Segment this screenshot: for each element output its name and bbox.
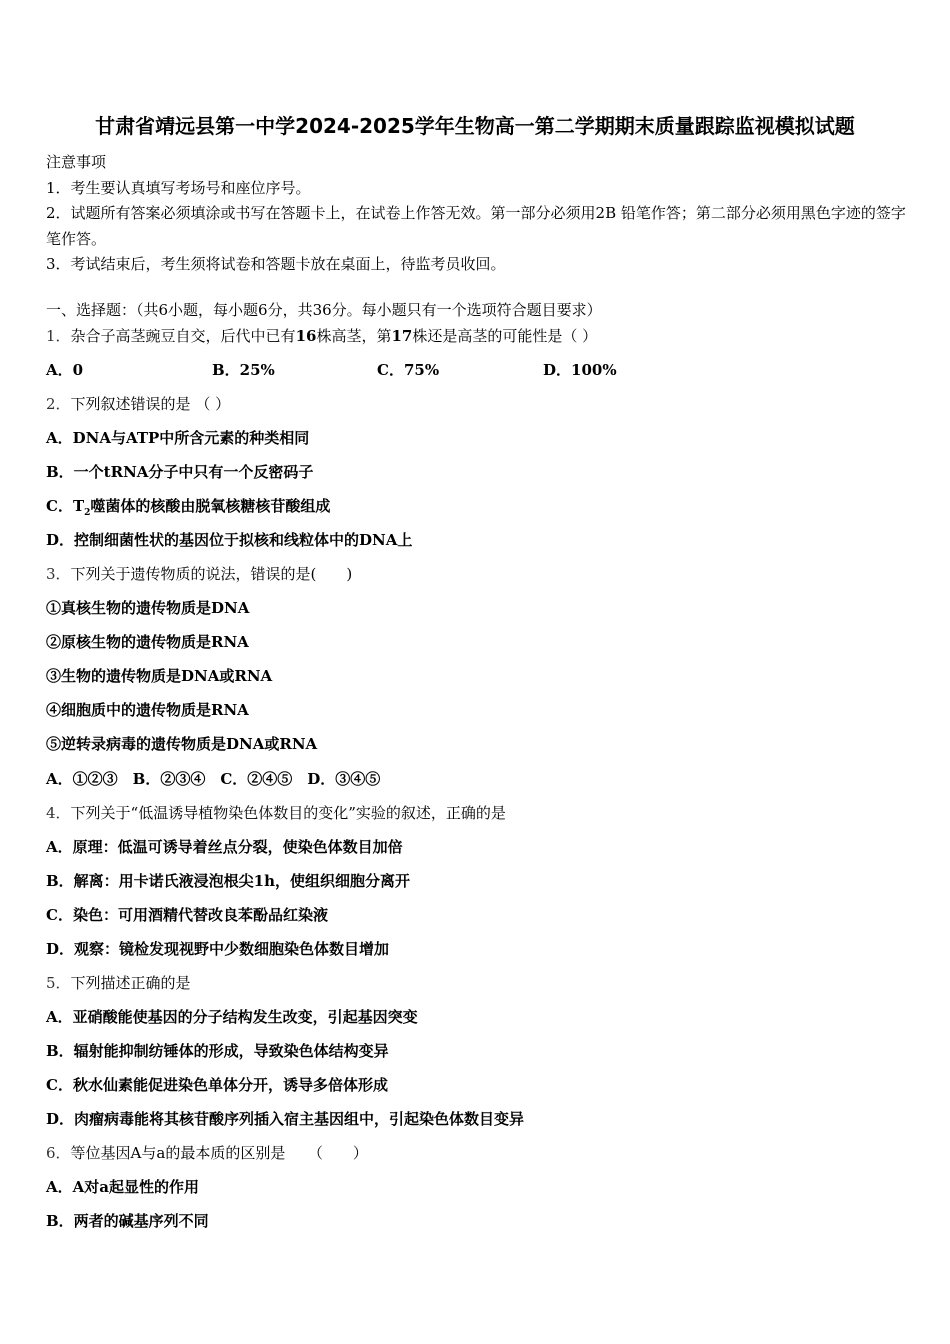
statement-item: ②原核生物的遗传物质是RNA: [46, 633, 249, 651]
question-3-options: A．①②③ B．②③④ C．②④⑤ D．③④⑤: [46, 770, 381, 788]
option-a: A．原理：低温可诱导着丝点分裂，使染色体数目加倍: [46, 838, 403, 856]
question-2-stem: 2．下列叙述错误的是 （ ）: [46, 395, 231, 413]
question-5-stem: 5．下列描述正确的是: [46, 974, 191, 992]
option-c: C．$T_2$噬菌体的核酸由脱氧核糖核苷酸组成: [46, 497, 331, 518]
option-b: B．25%: [212, 361, 275, 379]
question-number: 3．: [46, 565, 71, 583]
section-heading: 一、选择题：（共6小题，每小题6分，共36分。每小题只有一个选项符合题目要求）: [46, 301, 602, 319]
statement-item: ③生物的遗传物质是DNA或RNA: [46, 667, 273, 685]
option-b: B．辐射能抑制纺锤体的形成，导致染色体结构变异: [46, 1042, 389, 1060]
option-c: C．染色：可用酒精代替改良苯酚品红染液: [46, 906, 328, 924]
option-d: D．观察：镜检发现视野中少数细胞染色体数目增加: [46, 940, 390, 958]
question-6-stem: 6．等位基因A与a的最本质的区别是 （ ）: [46, 1144, 368, 1162]
question-number: 4．: [46, 804, 71, 822]
statement-item: ④细胞质中的遗传物质是RNA: [46, 701, 249, 719]
question-number: 1．: [46, 327, 71, 345]
option-d: D．肉瘤病毒能将其核苷酸序列插入宿主基因组中，引起染色体数目变异: [46, 1110, 525, 1128]
notice-heading: 注意事项: [46, 153, 107, 171]
notice-block: [46, 150, 906, 278]
statement-item: ①真核生物的遗传物质是DNA: [46, 599, 250, 617]
option-b: B．解离：用卡诺氏液浸泡根尖1h，使组织细胞分离开: [46, 872, 411, 890]
notice-item: 3．考试结束后，考生须将试卷和答题卡放在桌面上，待监考员收回。: [46, 255, 506, 273]
page-title: 甘肃省靖远县第一中学2024-2025学年生物高一第二学期期末质量跟踪监视模拟试题: [95, 114, 855, 138]
option-c: C．75%: [377, 361, 440, 379]
option-d: D．控制细菌性状的基因位于拟核和线粒体中的DNA上: [46, 531, 413, 549]
question-number: 6．: [46, 1144, 71, 1162]
option-a: A．A对a起显性的作用: [46, 1178, 199, 1196]
question-3-stem: 3．下列关于遗传物质的说法，错误的是( ): [46, 565, 353, 583]
question-number: 2．: [46, 395, 71, 413]
option-a: A．0: [46, 361, 84, 379]
notice-item: 1．考生要认真填写考场号和座位序号。: [46, 178, 311, 197]
option-a: A．亚硝酸能使基因的分子结构发生改变，引起基因突变: [46, 1008, 418, 1026]
option-b: B．一个tRNA分子中只有一个反密码子: [46, 463, 314, 481]
question-number: 5．: [46, 974, 71, 992]
option-d: D．100%: [543, 361, 617, 379]
question-1-stem: 1．杂合子高茎豌豆自交，后代中已有16株高茎，第17株还是高茎的可能性是（ ）: [46, 327, 598, 345]
question-4-stem: 4．下列关于“低温诱导植物染色体数目的变化”实验的叙述，正确的是: [46, 804, 506, 822]
option-b: B．两者的碱基序列不同: [46, 1212, 209, 1230]
option-a: A．DNA与ATP中所含元素的种类相同: [46, 429, 310, 447]
option-c: C．秋水仙素能促进染色单体分开，诱导多倍体形成: [46, 1076, 388, 1094]
statement-item: ⑤逆转录病毒的遗传物质是DNA或RNA: [46, 735, 318, 753]
notice-item: 2．试题所有答案必须填涂或书写在答题卡上，在试卷上作答无效。第一部分必须用2B 铅笔作答；第二部分必须用黑色字迹的签字笔作答。: [46, 204, 906, 248]
